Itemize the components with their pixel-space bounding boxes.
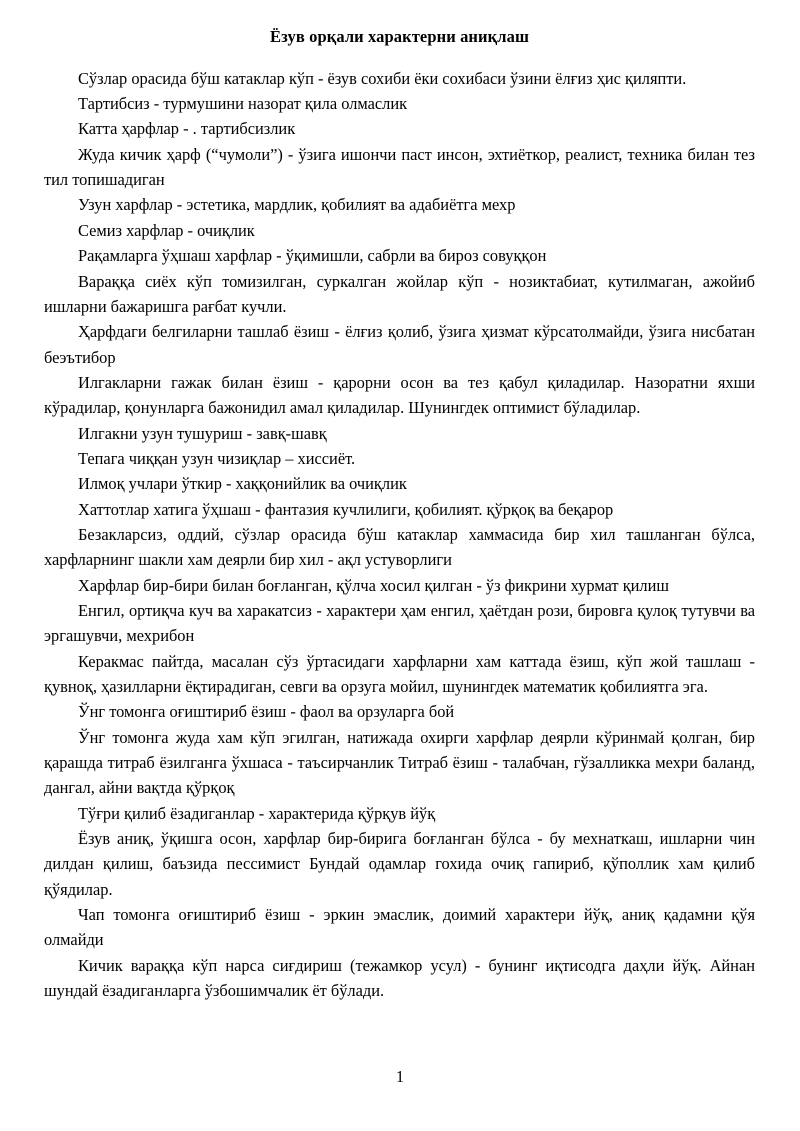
paragraph: Кичик вараққа кўп нарса сиғдириш (тежамкор усул) - бунинг иқтисодга даҳли йўқ. Айнан шундай ёзадиганларга ўзбошимчалик ёт бўлади. xyxy=(44,955,755,1001)
paragraph: Ўнг томонга оғиштириб ёзиш - фаол ва орзуларга бой xyxy=(78,702,455,722)
paragraph: Тартибсиз - турмушини назорат қила олмаслик xyxy=(78,94,408,114)
paragraph: Илмоқ учлари ўткир - хаққонийлик ва очиқлик xyxy=(78,474,407,494)
paragraph: Семиз харфлар - очиқлик xyxy=(78,220,255,240)
paragraph: Илгакларни гажак билан ёзиш - қарорни осон ва тез қабул қиладилар. Назоратни яхши кўрадилар, қонунларга бажонидил амал қиладилар. Шунингдек оптимист бўладилар. xyxy=(44,372,755,418)
paragraph: Тепага чиққан узун чизиқлар – хиссиёт. xyxy=(78,448,356,468)
paragraph: Вараққа сиёх кўп томизилган, суркалган жойлар кўп - нозиктабиат, кутилмаган, ажойиб ишларни бажаришга рағбат кучли. xyxy=(44,271,755,316)
paragraph: Катта ҳарфлар - . тартибсизлик xyxy=(78,119,296,139)
paragraph: Безакларсиз, оддий, сўзлар орасида бўш катаклар хаммасида бир хил ташланган бўлса, харфларнинг шакли хам деярли бир хил - ақл устуворлиги xyxy=(44,524,755,570)
paragraph: Енгил, ортиқча куч ва харакатсиз - характери ҳам енгил, ҳаётдан рози, бировга қулоқ тутувчи ва эргашувчи, мехрибон xyxy=(44,600,755,646)
paragraph: Тўғри қилиб ёзадиганлар - характерида қўрқув йўқ xyxy=(78,803,436,823)
paragraph: Хаттотлар хатига ўҳшаш - фантазия кучлилиги, қобилият. қўрқоқ ва беқарор xyxy=(78,499,614,519)
paragraph: Харфлар бир-бири билан боғланган, қўлча хосил қилган - ўз фикрини хурмат қилиш xyxy=(78,575,669,595)
paragraph: Жуда кичик ҳарф (“чумоли”) - ўзига ишончи паст инсон, эхтиёткор, реалист, техника билан тез тил топишадиган xyxy=(44,144,755,190)
document-body xyxy=(44,66,755,1004)
page-number: 1 xyxy=(395,1066,405,1086)
paragraph: Чап томонга оғиштириб ёзиш - эркин эмаслик, доимий характери йўқ, аниқ қадамни қўя олмайди xyxy=(44,905,755,950)
paragraph: Узун харфлар - эстетика, мардлик, қобилият ва адабиётга мехр xyxy=(78,195,516,215)
paragraph: Илгакни узун тушуриш - завқ-шавқ xyxy=(78,423,327,443)
paragraph: Керакмас пайтда, масалан сўз ўртасидаги харфларни хам каттада ёзиш, кўп жой ташлаш - қувноқ, ҳазилларни ёқтирадиган, севги ва орзуга мойил, шунингдек математик қобилиятга эга. xyxy=(44,651,755,697)
paragraph: Сўзлар орасида бўш катаклар кўп - ёзув сохиби ёки сохибаси ўзини ёлғиз ҳис қиляпти. xyxy=(78,68,687,88)
paragraph: Ҳарфдаги белгиларни ташлаб ёзиш - ёлғиз қолиб, ўзига ҳизмат кўрсатолмайди, ўзига нисбатан беэътибор xyxy=(44,322,755,367)
paragraph: Рақамларга ўҳшаш харфлар - ўқимишли, сабрли ва бироз совуққон xyxy=(78,246,547,266)
paragraph: Ўнг томонга жуда хам кўп эгилган, натижада охирги харфлар деярли кўринмай қолган, бир қарашда титраб ёзилганга ўхшаса - таъсирчанлик Титраб ёзиш - талабчан, гўзалликка мехри баланд, дангал, айни вақтда қўрқоқ xyxy=(44,727,755,798)
page-title: Ёзув орқали характерни аниқлаш xyxy=(270,27,529,46)
paragraph: Ёзув аниқ, ўқишга осон, харфлар бир-бирига боғланган бўлса - бу мехнаткаш, ишларни чин дилдан қилиш, баъзида пессимист Бундай одамлар гохида очиқ гапириб, қўполлик хам қилиб қўядилар. xyxy=(44,829,755,899)
